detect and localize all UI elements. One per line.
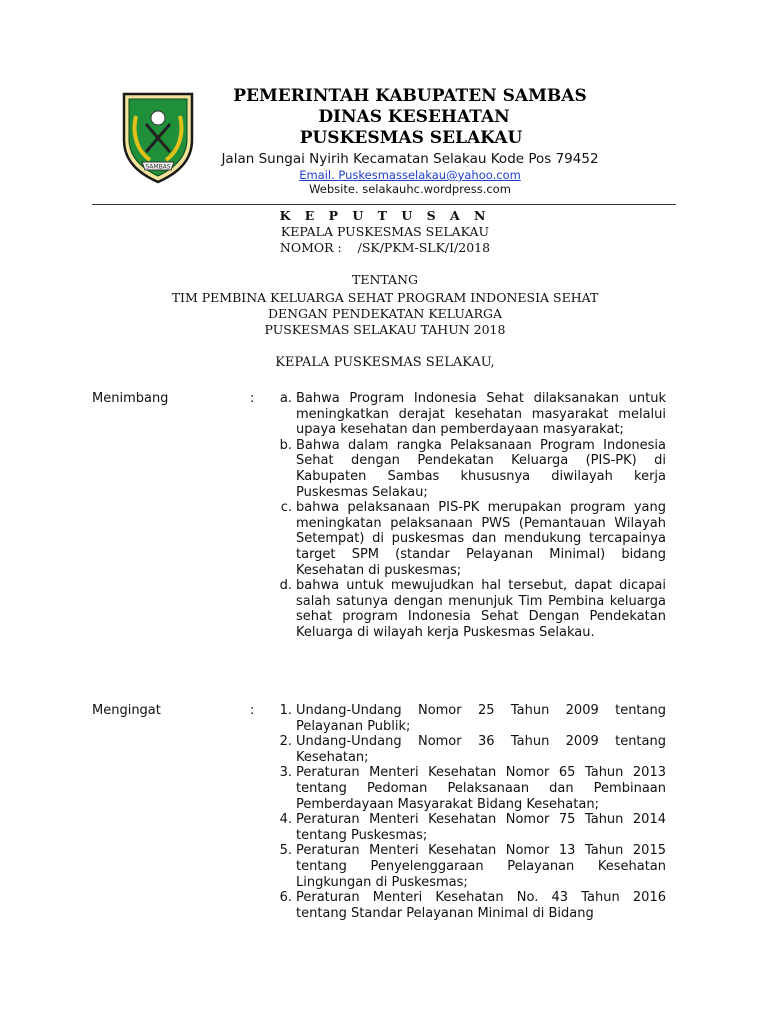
email-link[interactable]: Email. Puskesmasselakau@yahoo.com bbox=[299, 168, 521, 182]
section-colon: : bbox=[250, 391, 255, 406]
decision-heading: K E P U T U S A N bbox=[279, 208, 491, 223]
list-item bbox=[264, 765, 666, 812]
item-marker: d. bbox=[279, 578, 292, 594]
website: Website. selakauhc.wordpress.com bbox=[309, 182, 511, 196]
agency-name: DINAS KESEHATAN bbox=[318, 107, 510, 127]
opening-line: KEPALA PUSKESMAS SELAKAU, bbox=[275, 355, 495, 370]
item-text: Undang-Undang Nomor 36 Tahun 2009 tentang Kesehatan; bbox=[296, 734, 666, 765]
address: Jalan Sungai Nyirih Kecamatan Selakau Kode Pos 79452 bbox=[221, 151, 599, 167]
section-label: Menimbang bbox=[92, 391, 169, 406]
list-item bbox=[264, 843, 666, 890]
emblem-text: SAMBAS bbox=[145, 163, 171, 171]
item-text: Peraturan Menteri Kesehatan Nomor 75 Tahun 2014 tentang Puskesmas; bbox=[296, 812, 666, 843]
item-marker: 2. bbox=[279, 734, 292, 750]
government-name: PEMERINTAH KABUPATEN SAMBAS bbox=[233, 86, 587, 106]
subject-line-1: TIM PEMBINA KELUARGA SEHAT PROGRAM INDONESIA SEHAT bbox=[171, 290, 599, 305]
mengingat-list bbox=[264, 703, 666, 921]
decision-issuer: KEPALA PUSKESMAS SELAKAU bbox=[280, 224, 490, 239]
list-item bbox=[264, 500, 666, 578]
item-text: Peraturan Menteri Kesehatan No. 43 Tahun 2016 tentang Standar Pelayanan Minimal di Bidang bbox=[296, 890, 666, 921]
item-marker: c. bbox=[280, 500, 292, 516]
list-item bbox=[264, 703, 666, 734]
item-text: bahwa untuk mewujudkan hal tersebut, dapat dicapai salah satunya dengan menunjuk Tim Pembina keluarga sehat program Indonesia Sehat Dengan Pendekatan Keluarga di wilayah kerja Puskesmas Selakau. bbox=[296, 578, 666, 640]
item-text: Undang-Undang Nomor 25 Tahun 2009 tentang Pelayanan Publik; bbox=[296, 703, 666, 734]
item-marker: b. bbox=[279, 437, 292, 453]
item-text: Peraturan Menteri Kesehatan Nomor 13 Tahun 2015 tentang Penyelenggaraan Pelayanan Kesehatan Lingkungan di Puskesmas; bbox=[296, 843, 666, 890]
institution-name: PUSKESMAS SELAKAU bbox=[299, 128, 523, 148]
list-item bbox=[264, 391, 666, 438]
section-label: Mengingat bbox=[92, 703, 161, 718]
list-item bbox=[264, 890, 666, 921]
section-colon: : bbox=[250, 703, 255, 718]
item-text: Peraturan Menteri Kesehatan Nomor 65 Tahun 2013 tentang Pedoman Pelaksanaan dan Pembinaan Pemberdayaan Masyarakat Bidang Kesehatan; bbox=[296, 765, 666, 812]
list-item bbox=[264, 812, 666, 843]
item-text: bahwa pelaksanaan PIS-PK merupakan program yang meningkatan pelaksanaan PWS (Pemantauan Wilayah Setempat) di puskesmas dan mendukung tercapainya target SPM (standar Pelayanan Minimal) bidang Kesehatan di puskesmas; bbox=[296, 500, 666, 578]
letterhead bbox=[200, 86, 620, 196]
item-marker: 3. bbox=[279, 765, 292, 781]
item-marker: a. bbox=[279, 391, 292, 406]
item-text: Bahwa dalam rangka Pelaksanaan Program Indonesia Sehat dengan Pendekatan Keluarga (PIS-PK) di Kabupaten Sambas khususnya diwilayah kerja Puskesmas Selakau; bbox=[296, 437, 666, 500]
list-item bbox=[264, 734, 666, 765]
menimbang-list bbox=[264, 391, 666, 641]
item-text: Bahwa Program Indonesia Sehat dilaksanakan untuk meningkatkan derajat kesehatan masyarakat melalui upaya kesehatan dan pemberdayaan masyarakat; bbox=[296, 391, 666, 438]
subject-line-2: DENGAN PENDEKATAN KELUARGA bbox=[267, 306, 503, 321]
list-item bbox=[264, 438, 666, 500]
list-item bbox=[264, 578, 666, 640]
item-marker: 6. bbox=[279, 890, 292, 906]
tentang-heading: TENTANG bbox=[351, 272, 418, 287]
decision-number: NOMOR : /SK/PKM-SLK/I/2018 bbox=[279, 240, 491, 255]
letterhead-divider bbox=[92, 204, 676, 205]
item-marker: 5. bbox=[279, 843, 292, 859]
sambas-regency-emblem bbox=[118, 88, 198, 184]
subject-line-3: PUSKESMAS SELAKAU TAHUN 2018 bbox=[264, 322, 506, 337]
item-marker: 1. bbox=[279, 703, 292, 718]
item-marker: 4. bbox=[279, 812, 292, 828]
